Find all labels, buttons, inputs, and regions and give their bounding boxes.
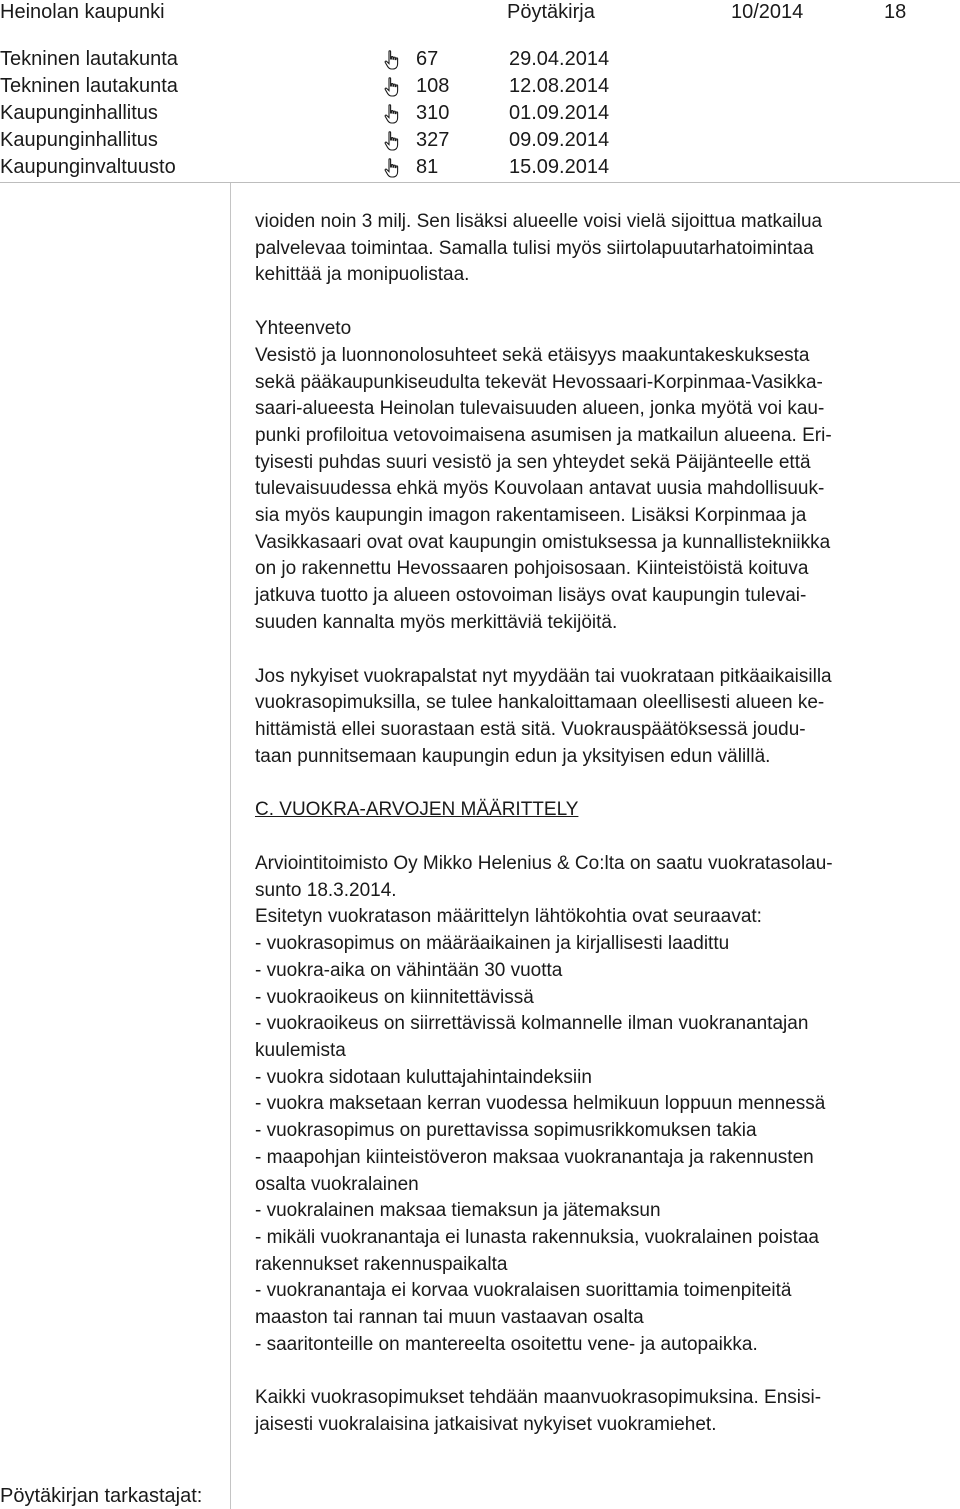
reviewers-label: Pöytäkirjan tarkastajat: xyxy=(0,1485,203,1507)
appraisal-paragraph: Arviointitoimisto Oy Mikko Helenius & Co:lta on saatu vuokratasolau- sunto 18.3.2014. xyxy=(255,853,833,901)
reference-body: Tekninen lautakunta xyxy=(0,75,178,97)
criteria-item: - vuokra-aika on vähintään 30 vuotta xyxy=(255,959,563,981)
reference-body: Kaupunginhallitus xyxy=(0,102,158,124)
reference-number: 310 xyxy=(416,102,450,124)
criteria-item: - mikäli vuokranantaja ei lunasta rakennuksia, vuokralainen poistaa rakennukset rakennuspaikalta xyxy=(255,1226,819,1275)
hand-pointer-icon xyxy=(383,77,401,97)
reference-date: 09.09.2014 xyxy=(509,129,610,151)
criteria-item: - saaritonteille on mantereelta osoitettu vene- ja autopaikka. xyxy=(255,1333,758,1355)
reference-number: 67 xyxy=(416,48,439,70)
reference-date: 15.09.2014 xyxy=(509,156,610,178)
criteria-item: - vuokraoikeus on siirrettävissä kolmannelle ilman vuokranantajan kuulemista xyxy=(255,1013,809,1061)
reference-body: Kaupunginhallitus xyxy=(0,129,158,151)
spacer xyxy=(255,770,950,797)
reference-row xyxy=(0,73,960,100)
spacer xyxy=(255,289,950,316)
reference-date: 01.09.2014 xyxy=(509,102,610,124)
section-heading: C. VUOKRA-ARVOJEN MÄÄRITTELY xyxy=(255,799,579,821)
reference-row xyxy=(0,127,960,154)
document-number: 10/2014 xyxy=(731,1,804,23)
reference-body: Tekninen lautakunta xyxy=(0,48,178,70)
reference-body: Kaupunginvaltuusto xyxy=(0,156,176,178)
criteria-item: - vuokra maksetaan kerran vuodessa helmikuun loppuun mennessä xyxy=(255,1093,826,1115)
criteria-item: - vuokrasopimus on määräaikainen ja kirjallisesti laadittu xyxy=(255,933,730,955)
page-header xyxy=(0,0,960,26)
reference-number: 108 xyxy=(416,75,450,97)
spacer xyxy=(255,824,950,851)
header-divider xyxy=(0,182,960,183)
hand-pointer-icon xyxy=(383,158,401,178)
reference-row xyxy=(0,154,960,181)
criteria-item: - vuokrasopimus on purettavissa sopimusrikkomuksen takia xyxy=(255,1120,757,1142)
criteria-item: - vuokraoikeus on kiinnitettävissä xyxy=(255,986,534,1008)
hand-pointer-icon xyxy=(383,131,401,151)
reference-number: 81 xyxy=(416,156,439,178)
hand-pointer-icon xyxy=(383,104,401,124)
hand-pointer-icon xyxy=(383,50,401,70)
criteria-item: - maapohjan kiinteistöveron maksaa vuokranantaja ja rakennusten osalta vuokralainen xyxy=(255,1146,814,1195)
document-body xyxy=(255,209,950,1439)
intro-paragraph: vioiden noin 3 milj. Sen lisäksi alueelle voisi vielä sijoittua matkailua palvelevaa toimintaa. Samalla tulisi myös siirtolapuutarhatoimintaa kehittää ja monipuolistaa. xyxy=(255,211,823,286)
criteria-item: - vuokra sidotaan kuluttajahintaindeksiin xyxy=(255,1066,592,1088)
criteria-item: - vuokranantaja ei korvaa vuokralaisen suorittamia toimenpiteitä maaston tai rannan tai muun vastaavan osalta xyxy=(255,1280,792,1329)
margin-divider xyxy=(230,183,231,1509)
reference-row xyxy=(0,100,960,127)
summary-title: Yhteenveto xyxy=(255,318,352,340)
summary-paragraph: Vesistö ja luonnonolosuhteet sekä etäisyys maakuntakeskuksesta sekä pääkaupunkiseudulta tekevät Hevossaari-Korpinmaa-Vasikka- saari-alueesta Heinolan tulevaisuuden alueen, jonka myötä voi kau- punki profiloitua vetovoimaisena asumisen ja matkailun alueena. Eri- tyisesti puhdas suuri vesistö ja sen yhteydet sekä Päijänteelle että tulevaisuudessa ehkä myös Kouvolaan antavat uusia mahdollisuuk- sia myös kaupungin imagon rakentamiseen. Lisäksi Korpinmaa ja Vasikkasaari ovat ovat kaupungin omistuksessa ja kunnallistekniikka on jo rakennettu Hevossaaren pohjoisosaan. Kiinteistöistä koituva jatkuva tuotto ja alueen ostovoiman lisäys ovat kaupungin tulevai- suuden kannalta myös merkittäviä tekijöitä. xyxy=(255,344,832,633)
criteria-item: - vuokralainen maksaa tiemaksun ja jätemaksun xyxy=(255,1200,661,1222)
page-number: 18 xyxy=(884,1,907,23)
sale-paragraph: Jos nykyiset vuokrapalstat nyt myydään tai vuokrataan pitkäaikaisilla vuokrasopimuksilla, se tulee hankaloittamaan oleellisesti alueen ke- hittämistä ellei suorastaan estä sitä. Vuokrauspäätöksessä joudu- taan punnitsemaan kaupungin edun ja yksityisen edun välillä. xyxy=(255,665,832,767)
document-type: Pöytäkirja xyxy=(507,1,595,23)
reference-list xyxy=(0,46,960,181)
reference-number: 327 xyxy=(416,129,450,151)
closing-paragraph: Kaikki vuokrasopimukset tehdään maanvuokrasopimuksina. Ensisi- jaisesti vuokralaisina jatkaisivat nykyiset vuokramiehet. xyxy=(255,1387,822,1436)
city-name: Heinolan kaupunki xyxy=(0,1,165,23)
reference-row xyxy=(0,46,960,73)
spacer xyxy=(255,1358,950,1385)
reference-date: 12.08.2014 xyxy=(509,75,610,97)
criteria-intro: Esitetyn vuokratason määrittelyn lähtökohtia ovat seuraavat: xyxy=(255,906,762,928)
reference-date: 29.04.2014 xyxy=(509,48,610,70)
spacer xyxy=(255,637,950,664)
